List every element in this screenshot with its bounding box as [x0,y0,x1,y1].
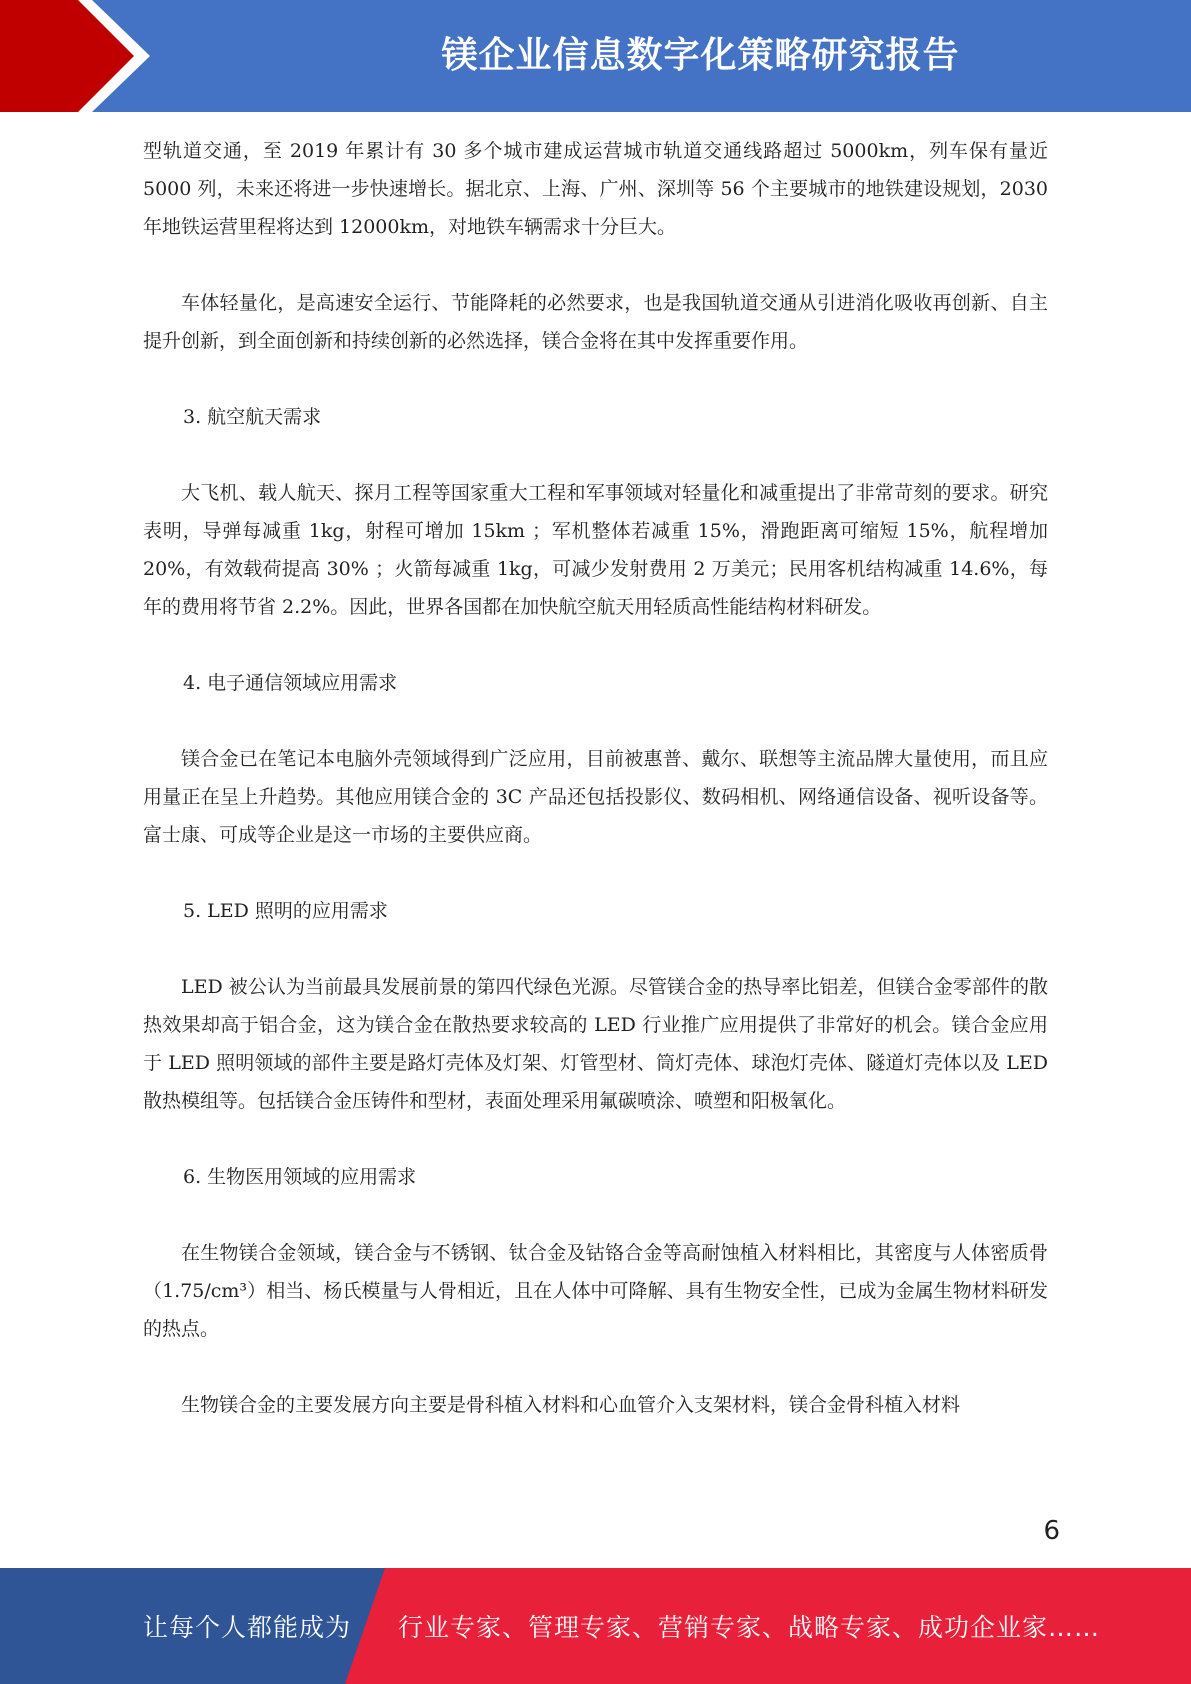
footer-slogan-left: 让每个人都能成为 [143,1613,352,1642]
heading-biomedical: 6. 生物医用领域的应用需求 [183,1166,417,1188]
page-header [0,0,1191,112]
paragraph-electronics: 镁合金已在笔记本电脑外壳领域得到广泛应用，目前被惠普、戴尔、联想等主流品牌大量使用，而且应用量正在呈上升趋势。其他应用镁合金的 3C 产品还包括投影仪、数码相机、网络通信设备、视听设备等。富士康、可成等企业是这一市场的主要供应商。 [143,748,1048,846]
page-footer [0,1568,1191,1684]
paragraph-biomedical-direction: 生物镁合金的主要发展方向主要是骨科植入材料和心血管介入支架材料，镁合金骨科植入材料 [181,1394,961,1416]
paragraph-led: LED 被公认为当前最具发展前景的第四代绿色光源。尽管镁合金的热导率比铝差，但镁合金零部件的散热效果却高于铝合金，这为镁合金在散热要求较高的 LED 行业推广应用提供了非常好的机会。镁合金应用于 LED 照明领域的部件主要是路灯壳体及灯架、灯管型材、筒灯壳体、球泡灯壳体、隧道灯壳体以及 LED 散热模组等。包括镁合金压铸件和型材，表面处理采用氟碳喷涂、喷塑和阳极氧化。 [143,976,1048,1112]
heading-aerospace: 3. 航空航天需求 [183,406,322,428]
heading-led: 5. LED 照明的应用需求 [183,900,388,922]
footer-slogan-right: 行业专家、管理专家、营销专家、战略专家、成功企业家…… [398,1613,1101,1642]
paragraph-lightweight-body: 车体轻量化，是高速安全运行、节能降耗的必然要求，也是我国轨道交通从引进消化吸收再创新、自主提升创新，到全面创新和持续创新的必然选择，镁合金将在其中发挥重要作用。 [143,292,1048,352]
paragraph-biomedical: 在生物镁合金领域，镁合金与不锈钢、钛合金及钴铬合金等高耐蚀植入材料相比，其密度与人体密质骨（1.75/cm³）相当、杨氏模量与人骨相近，且在人体中可降解、具有生物安全性，已成为金属生物材料研发的热点。 [143,1242,1048,1340]
paragraph-rail-transit: 型轨道交通，至 2019 年累计有 30 多个城市建成运营城市轨道交通线路超过 5000km，列车保有量近 5000 列，未来还将进一步快速增长。据北京、上海、广州、深圳等 56 个主要城市的地铁建设规划，2030 年地铁运营里程将达到 12000km，对地铁车辆需求十分巨大。 [143,140,1048,238]
header-arrow-decoration [0,0,160,112]
document-title: 镁企业信息数字化策略研究报告 [441,34,960,76]
page-number: 6 [1043,1516,1060,1546]
paragraph-aerospace: 大飞机、载人航天、探月工程等国家重大工程和军事领域对轻量化和减重提出了非常苛刻的要求。研究表明，导弹每减重 1kg，射程可增加 15km ；军机整体若减重 15%，滑跑距离可缩短 15%，航程增加 20%，有效载荷提高 30% ；火箭每减重 1kg，可减少发射费用 2 万美元；民用客机结构减重 14.6%，每年的费用将节省 2.2%。因此，世界各国都在加快航空航天用轻质高性能结构材料研发。 [143,482,1048,618]
heading-electronics: 4. 电子通信领域应用需求 [183,672,398,694]
page-content [143,132,1048,1462]
